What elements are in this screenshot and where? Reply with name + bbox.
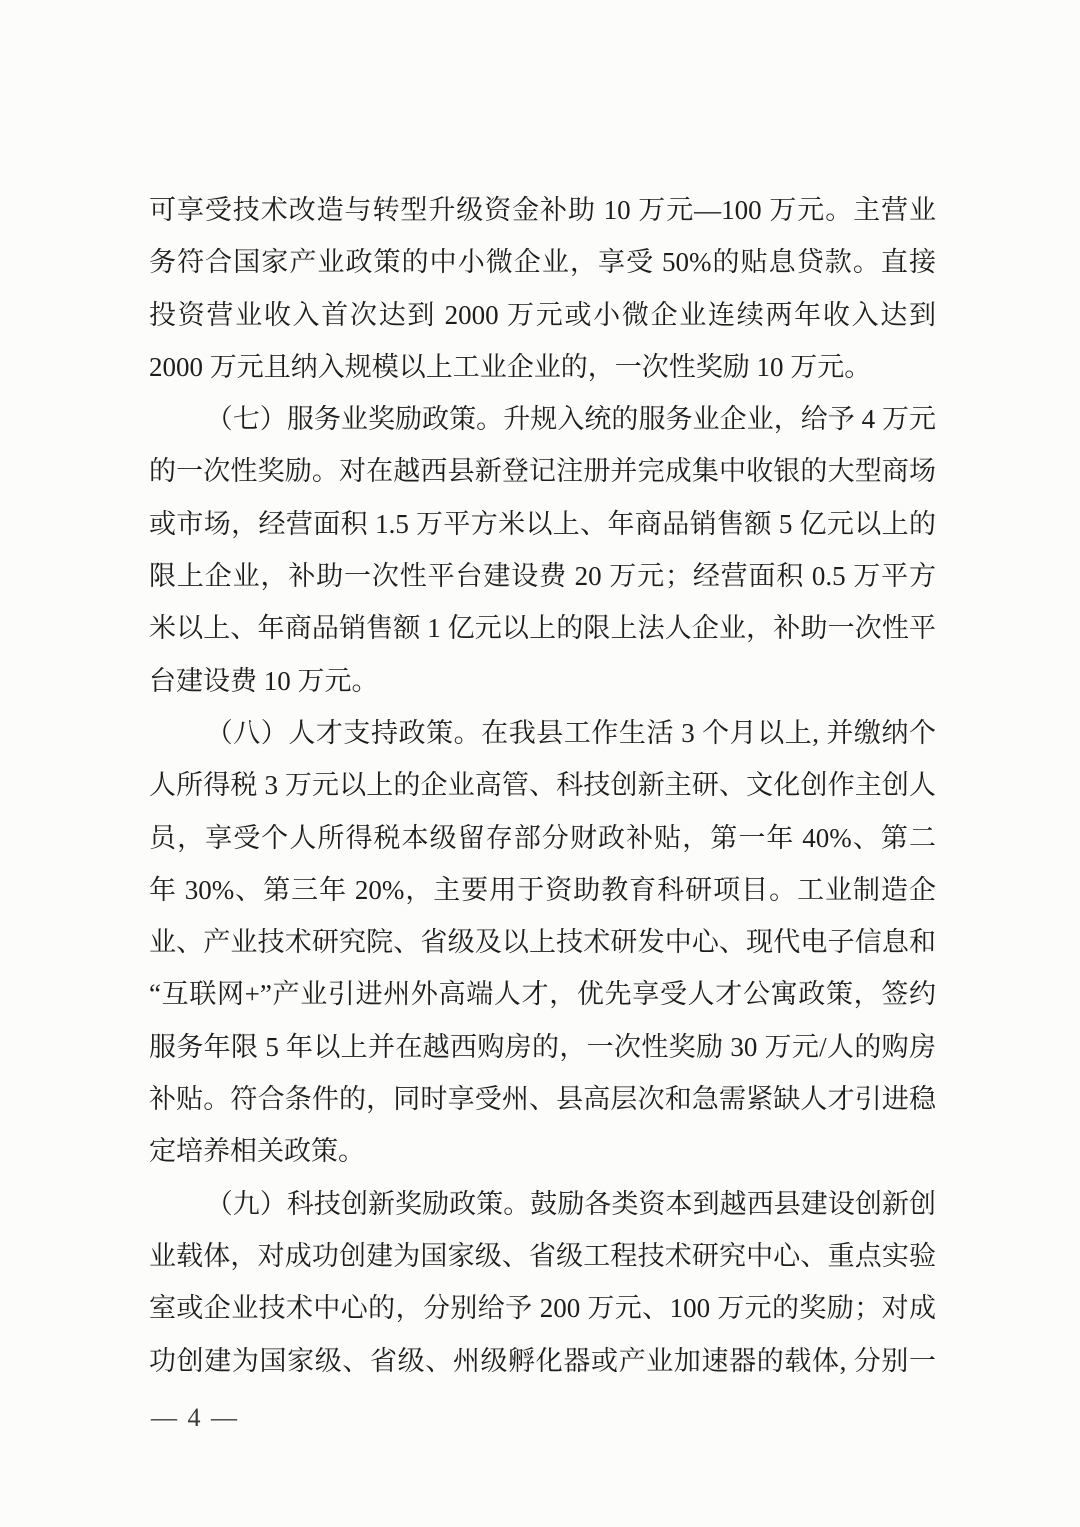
text-line: （九）科技创新奖励政策。鼓励各类资本到越西县建设创新创: [205, 1188, 936, 1219]
text-line: 米以上、年商品销售额 1 亿元以上的限上法人企业，补助一次性平: [149, 613, 936, 644]
text-line: 室或企业技术中心的，分别给予 200 万元、100 万元的奖励；对成: [149, 1293, 936, 1324]
text-line: “互联网+”产业引进州外高端人才，优先享受人才公寓政策，签约: [149, 979, 936, 1010]
text-line: 投资营业收入首次达到 2000 万元或小微企业连续两年收入达到: [149, 299, 936, 330]
body-text: [149, 184, 936, 1387]
text-line: 限上企业，补助一次性平台建设费 20 万元；经营面积 0.5 万平方: [149, 561, 936, 592]
page-number: — 4 —: [151, 1403, 239, 1432]
text-line: 业、产业技术研究院、省级及以上技术研发中心、现代电子信息和: [149, 927, 936, 958]
text-line: （七）服务业奖励政策。升规入统的服务业企业，给予 4 万元: [205, 404, 936, 435]
text-line: 可享受技术改造与转型升级资金补助 10 万元—100 万元。主营业: [149, 195, 936, 225]
text-line: 2000 万元且纳入规模以上工业企业的，一次性奖励 10 万元。: [149, 351, 872, 382]
text-line: 补贴。符合条件的，同时享受州、县高层次和急需紧缺人才引进稳: [149, 1084, 936, 1115]
text-line: 人所得税 3 万元以上的企业高管、科技创新主研、文化创作主创人: [149, 770, 936, 801]
text-line: 台建设费 10 万元。: [149, 665, 379, 696]
text-line: 功创建为国家级、省级、州级孵化器或产业加速器的载体, 分别一: [149, 1345, 936, 1376]
text-line: 年 30%、第三年 20%，主要用于资助教育科研项目。工业制造企: [149, 874, 936, 905]
text-line: 的一次性奖励。对在越西县新登记注册并完成集中收银的大型商场: [149, 456, 936, 487]
text-line: 服务年限 5 年以上并在越西购房的，一次性奖励 30 万元/人的购房: [149, 1031, 936, 1062]
text-line: 员，享受个人所得税本级留存部分财政补贴，第一年 40%、第二: [149, 822, 936, 853]
text-line: 定培养相关政策。: [149, 1136, 365, 1167]
text-line: 务符合国家产业政策的中小微企业，享受 50%的贴息贷款。直接: [149, 247, 936, 278]
text-line: （八）人才支持政策。在我县工作生活 3 个月以上, 并缴纳个: [205, 717, 936, 748]
text-line: 或市场，经营面积 1.5 万平方米以上、年商品销售额 5 亿元以上的: [149, 508, 936, 539]
text-line: 业载体，对成功创建为国家级、省级工程技术研究中心、重点实验: [149, 1240, 936, 1271]
